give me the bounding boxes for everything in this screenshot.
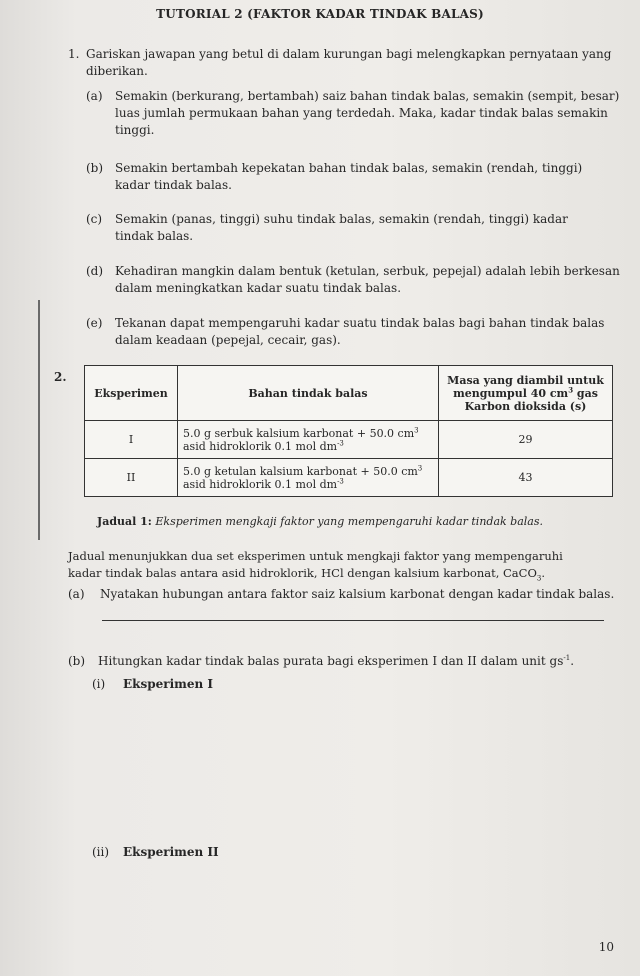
cell-experiment: I bbox=[85, 421, 178, 459]
item-line: Semakin (berkurang, bertambah) saiz bahan tindak balas, semakin (sempit, besar) bbox=[115, 89, 620, 103]
item-label: (c) bbox=[86, 212, 103, 226]
item-line: luas jumlah permukaan bahan yang terdedah. Maka, kadar tindak balas semakin bbox=[115, 106, 608, 120]
item-line: tinggi. bbox=[115, 123, 155, 137]
header-line: Masa yang diambil untuk bbox=[447, 373, 604, 387]
table-header-row bbox=[85, 366, 613, 421]
question-1-instruction bbox=[86, 46, 611, 80]
cell-reactant: 5.0 g serbuk kalsium karbonat + 50.0 $cm^3$ asid hidroklorik 0.1 mol $dm^{-3}$ bbox=[178, 421, 439, 459]
item-label: (a) bbox=[86, 89, 103, 103]
sub-ii-label: (ii) bbox=[92, 845, 110, 859]
item-b-text bbox=[115, 160, 582, 194]
experiment-table bbox=[84, 365, 613, 497]
item-e-text bbox=[115, 315, 604, 349]
cell-time: 29 bbox=[439, 421, 613, 459]
item-line: kadar tindak balas. bbox=[115, 178, 232, 192]
cell-experiment: II bbox=[85, 459, 178, 497]
item-line: Tekanan dapat mempengaruhi kadar suatu tindak balas bagi bahan tindak balas bbox=[115, 316, 605, 330]
page-title: TUTORIAL 2 (FAKTOR KADAR TINDAK BALAS) bbox=[156, 7, 484, 21]
answer-line bbox=[102, 620, 604, 621]
part-b-label: (b) bbox=[68, 654, 86, 668]
table-caption: Jadual 1: Eksperimen mengkaji faktor yang mempengaruhi kadar tindak balas. bbox=[97, 515, 543, 528]
question-1-number: 1. bbox=[68, 47, 80, 61]
header-experiment: Eksperimen bbox=[85, 366, 178, 421]
cell-time: 43 bbox=[439, 459, 613, 497]
part-b-text: Hitungkan kadar tindak balas purata bagi eksperimen I dan II dalam unit $gs^{-1}$. bbox=[98, 654, 575, 668]
question-2-number: 2. bbox=[54, 370, 67, 384]
sub-i-label: (i) bbox=[92, 677, 106, 691]
question-2-description bbox=[68, 548, 563, 582]
header-time bbox=[439, 366, 613, 421]
description-line: Jadual menunjukkan dua set eksperimen untuk mengkaji faktor yang mempengaruhi bbox=[68, 549, 563, 563]
item-label: (e) bbox=[86, 316, 103, 330]
item-c-text bbox=[115, 211, 568, 245]
instruction-line: Gariskan jawapan yang betul di dalam kurungan bagi melengkapkan pernyataan yang bbox=[86, 47, 612, 61]
part-a-text: Nyatakan hubungan antara faktor saiz kalsium karbonat dengan kadar tindak balas. bbox=[100, 587, 615, 601]
sub-i-text: Eksperimen I bbox=[123, 677, 213, 691]
header-line: mengumpul 40 $cm^3$ gas bbox=[453, 384, 598, 400]
item-line: dalam keadaan (pepejal, cecair, gas). bbox=[115, 333, 341, 347]
header-reactant: Bahan tindak balas bbox=[178, 366, 439, 421]
description-line: kadar tindak balas antara asid hidroklorik, HCl dengan kalsium karbonat, CaCO$_3$. bbox=[68, 566, 546, 583]
sub-ii-text: Eksperimen II bbox=[123, 845, 219, 859]
item-a-text bbox=[115, 88, 619, 139]
item-line: dalam meningkatkan kadar suatu tindak balas. bbox=[115, 281, 402, 295]
item-label: (b) bbox=[86, 161, 104, 175]
part-a-label: (a) bbox=[68, 587, 85, 601]
table-row bbox=[85, 421, 613, 459]
item-d-text bbox=[115, 263, 620, 297]
page-number: 10 bbox=[598, 940, 614, 954]
item-line: tindak balas. bbox=[115, 229, 194, 243]
cell-reactant: 5.0 g ketulan kalsium karbonat + 50.0 $cm^3$ asid hidroklorik 0.1 mol $dm^{-3}$ bbox=[178, 459, 439, 497]
header-line: Karbon dioksida (s) bbox=[464, 399, 587, 413]
item-line: Kehadiran mangkin dalam bentuk (ketulan, serbuk, pepejal) adalah lebih berkesan bbox=[115, 264, 620, 278]
item-line: Semakin bertambah kepekatan bahan tindak balas, semakin (rendah, tinggi) bbox=[115, 161, 583, 175]
margin-line bbox=[38, 300, 40, 540]
instruction-line: diberikan. bbox=[86, 64, 148, 78]
item-label: (d) bbox=[86, 264, 104, 278]
item-line: Semakin (panas, tinggi) suhu tindak balas, semakin (rendah, tinggi) kadar bbox=[115, 212, 568, 226]
table-row bbox=[85, 459, 613, 497]
